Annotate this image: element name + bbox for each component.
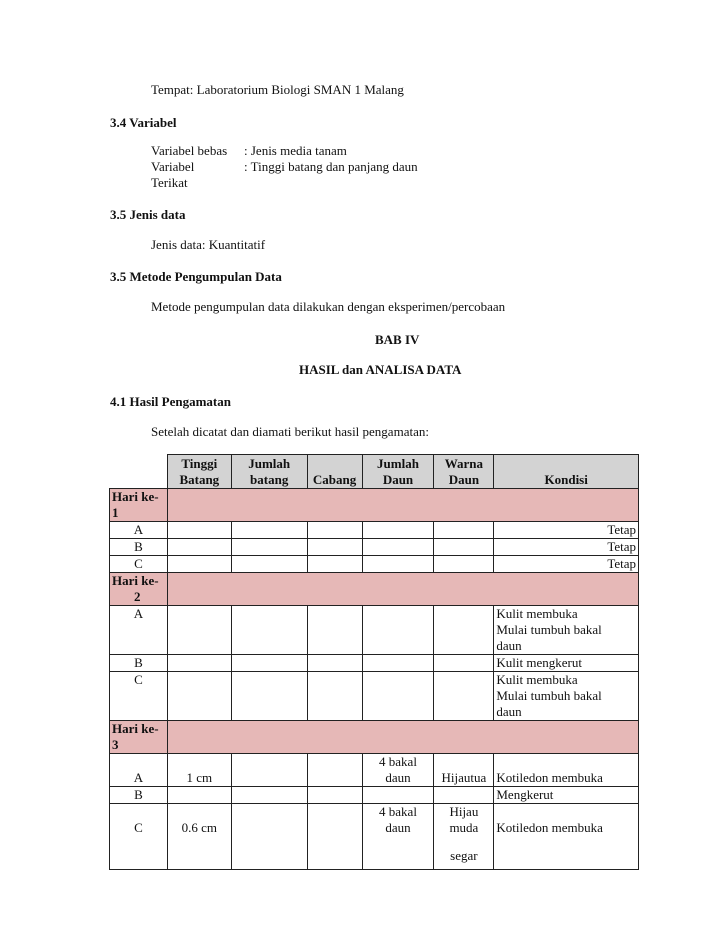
header-cabang: Cabang <box>307 455 362 489</box>
header-warna-daun: Warna Daun <box>434 455 494 489</box>
hasil-heading: 4.1 Hasil Pengamatan <box>110 394 231 409</box>
day-label: Hari ke- 2 <box>110 573 168 606</box>
metode-text: Metode pengumpulan data dilakukan dengan eksperimen/percobaan <box>151 299 506 314</box>
table-row: B Tetap <box>110 539 639 556</box>
day-row-2 <box>110 573 639 606</box>
table-header-row <box>110 455 639 489</box>
day-label: Hari ke- 1 <box>110 489 168 522</box>
bab-label: BAB IV <box>375 332 420 347</box>
metode-heading: 3.5 Metode Pengumpulan Data <box>110 269 282 284</box>
header-kondisi: Kondisi <box>494 455 639 489</box>
header-jumlah-batang: Jumlah batang <box>231 455 307 489</box>
table-row: B Kulit mengkerut <box>110 655 639 672</box>
header-jumlah-daun: Jumlah Daun <box>362 455 434 489</box>
table-row: C Tetap <box>110 556 639 573</box>
table-row: A Tetap <box>110 522 639 539</box>
jenis-data-heading: 3.5 Jenis data <box>110 207 186 222</box>
table-row: A 1 cm 4 bakal daun Hijautua Kotiledon membuka <box>110 754 639 787</box>
jenis-data-text: Jenis data: Kuantitatif <box>151 237 266 252</box>
table-row: B Mengkerut <box>110 787 639 804</box>
variabel-heading: 3.4 Variabel <box>110 115 177 130</box>
header-tinggi: Tinggi Batang <box>167 455 231 489</box>
day-label: Hari ke- 3 <box>110 721 168 754</box>
day-row-3 <box>110 721 639 754</box>
tempat-text: Tempat: Laboratorium Biologi SMAN 1 Malang <box>151 82 404 97</box>
hasil-text: Setelah dicatat dan diamati berikut hasil pengamatan: <box>151 424 429 439</box>
day-row-1 <box>110 489 639 522</box>
variabel-terikat-label: Variabel <box>151 159 195 174</box>
variabel-bebas-label: Variabel bebas <box>151 143 228 158</box>
observation-table <box>109 454 639 870</box>
variabel-bebas-value: : Jenis media tanam <box>244 143 347 158</box>
variabel-terikat-label-2: Terikat <box>151 175 188 190</box>
variabel-terikat-value: : Tinggi batang dan panjang daun <box>244 159 418 174</box>
bab-title: HASIL dan ANALISA DATA <box>299 362 462 377</box>
table-row: C Kulit membuka Mulai tumbuh bakal daun <box>110 672 639 721</box>
table-row: A Kulit membuka Mulai tumbuh bakal daun <box>110 606 639 655</box>
table-row: C 0.6 cm 4 bakal daun Hijau muda segar Kotiledon membuka <box>110 804 639 870</box>
